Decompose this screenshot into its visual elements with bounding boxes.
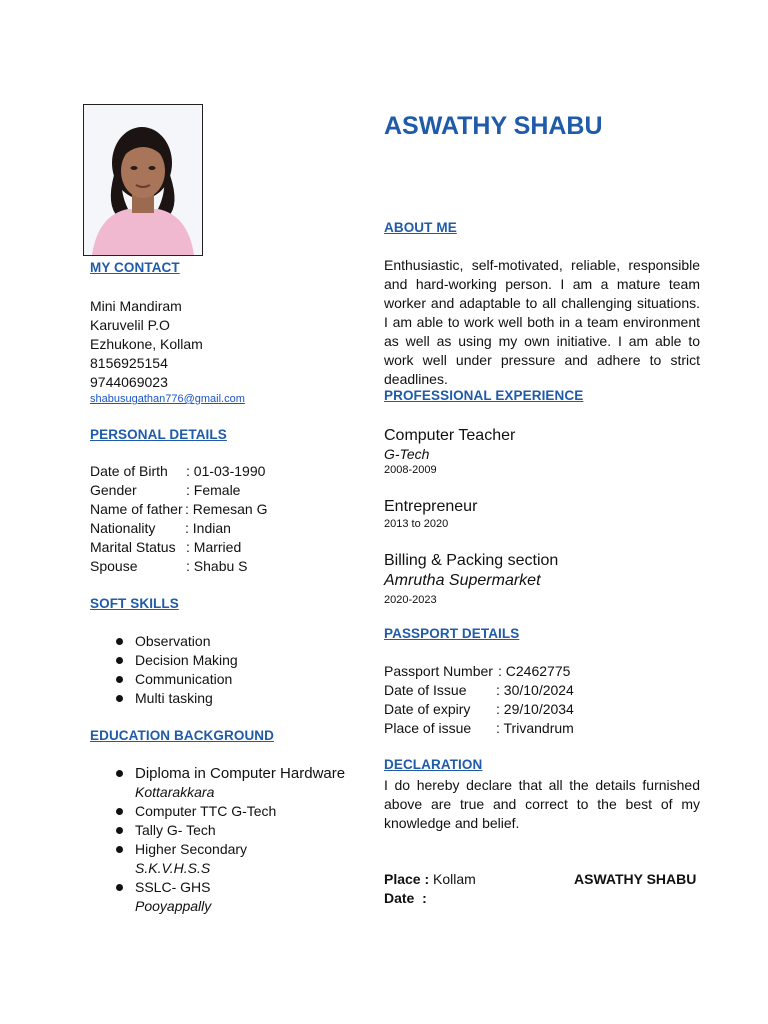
education-list xyxy=(90,764,345,916)
email-link[interactable]: shabusugathan776@gmail.com xyxy=(90,393,245,405)
passport-row xyxy=(384,700,574,719)
list-item xyxy=(90,821,345,840)
passport-table xyxy=(384,662,574,738)
personal-row xyxy=(90,500,267,519)
about-heading: ABOUT ME xyxy=(384,220,457,235)
education-title: Higher Secondary xyxy=(135,841,248,857)
list-item xyxy=(90,651,238,670)
education-heading: EDUCATION BACKGROUND xyxy=(90,728,274,743)
education-title: Tally G- Tech xyxy=(135,822,216,838)
row-label: Date of Issue xyxy=(384,682,467,698)
personal-row xyxy=(90,557,267,576)
skill-label: Communication xyxy=(135,671,233,687)
soft-skills-list xyxy=(90,632,238,708)
personal-row xyxy=(90,519,267,538)
bullet-icon xyxy=(116,827,123,834)
skill-label: Decision Making xyxy=(135,652,238,668)
job-title: Entrepreneur xyxy=(384,498,478,515)
row-value: : Married xyxy=(186,539,242,555)
experience-heading: PROFESSIONAL EXPERIENCE xyxy=(384,388,584,403)
declaration-heading: DECLARATION xyxy=(384,757,483,772)
job-title: Billing & Packing section xyxy=(384,552,559,569)
row-label: Place of issue xyxy=(384,720,472,736)
row-value: : Trivandrum xyxy=(496,720,574,736)
job-entry xyxy=(384,497,477,532)
row-label: Date of Birth xyxy=(90,463,168,479)
contact-heading: MY CONTACT xyxy=(90,260,180,275)
personal-row xyxy=(90,538,267,557)
passport-row xyxy=(384,719,574,738)
bullet-icon xyxy=(116,657,123,664)
bullet-icon xyxy=(116,808,123,815)
job-years: 2008-2009 xyxy=(384,464,437,476)
personal-row xyxy=(90,462,267,481)
personal-details-heading: PERSONAL DETAILS xyxy=(90,427,227,442)
list-item xyxy=(90,670,238,689)
declaration-text: I do hereby declare that all the details furnished above are true and correct to the best of my knowledge and belief. xyxy=(384,777,700,831)
row-label: Date of expiry xyxy=(384,701,471,717)
list-item xyxy=(90,764,345,802)
row-label: Nationality xyxy=(90,520,156,536)
bullet-icon xyxy=(116,884,123,891)
passport-row xyxy=(384,681,574,700)
education-title: Diploma in Computer Hardware xyxy=(135,765,346,782)
row-label: Name of father xyxy=(90,501,183,517)
passport-row xyxy=(384,662,574,681)
job-years: 2013 to 2020 xyxy=(384,518,449,530)
job-years: 2020-2023 xyxy=(384,594,437,606)
phone-number: 9744069023 xyxy=(90,374,168,390)
place-line xyxy=(384,870,476,889)
job-company: G-Tech xyxy=(384,446,430,462)
job-entry xyxy=(384,426,515,478)
soft-skills-heading: SOFT SKILLS xyxy=(90,596,179,611)
education-institution: Pooyappally xyxy=(135,898,212,914)
row-value: : 30/10/2024 xyxy=(496,682,574,698)
education-institution: S.K.V.H.S.S xyxy=(135,860,211,876)
personal-details-table xyxy=(90,462,267,576)
bullet-icon xyxy=(116,695,123,702)
bullet-icon xyxy=(116,638,123,645)
education-institution: Kottarakkara xyxy=(135,784,215,800)
list-item xyxy=(90,878,345,916)
row-label: Gender xyxy=(90,482,137,498)
about-text: Enthusiastic, self-motivated, reliable, responsible and hard-working person. I am a mature team worker and adaptable to all challenging situations. I am able to work well both in a team environment as well as using my own initiative. I am able to work well under pressure and adhere to strict deadlines. xyxy=(384,257,700,387)
bullet-icon xyxy=(116,846,123,853)
education-title: SSLC- GHS xyxy=(135,879,211,895)
address-line: Ezhukone, Kollam xyxy=(90,336,203,352)
address-line: Mini Mandiram xyxy=(90,298,182,314)
job-title: Computer Teacher xyxy=(384,427,516,444)
row-value: : Remesan G xyxy=(185,501,268,517)
job-company: Amrutha Supermarket xyxy=(384,572,541,589)
bullet-icon xyxy=(116,770,123,777)
place-value: Kollam xyxy=(433,871,476,887)
list-item xyxy=(90,689,238,708)
signature-name: ASWATHY SHABU xyxy=(574,871,697,887)
education-title: Computer TTC G-Tech xyxy=(135,803,277,819)
bullet-icon xyxy=(116,676,123,683)
passport-heading: PASSPORT DETAILS xyxy=(384,626,520,641)
skill-label: Observation xyxy=(135,633,211,649)
place-label: Place : xyxy=(384,871,430,887)
row-value: : Indian xyxy=(185,520,231,536)
list-item xyxy=(90,840,345,878)
date-label: Date : xyxy=(384,890,427,906)
row-value: : 29/10/2034 xyxy=(496,701,574,717)
job-entry xyxy=(384,551,558,608)
row-label: Marital Status xyxy=(90,539,176,555)
skill-label: Multi tasking xyxy=(135,690,213,706)
profile-photo xyxy=(83,104,203,256)
person-portrait-icon xyxy=(84,105,202,255)
row-value: : 01-03-1990 xyxy=(186,463,266,479)
list-item xyxy=(90,802,345,821)
address-line: Karuvelil P.O xyxy=(90,317,170,333)
row-value: : C2462775 xyxy=(498,663,571,679)
row-label: Passport Number xyxy=(384,663,493,679)
list-item xyxy=(90,632,238,651)
phone-number: 8156925154 xyxy=(90,355,168,371)
personal-row xyxy=(90,481,267,500)
candidate-name: ASWATHY SHABU xyxy=(384,112,603,140)
contact-block xyxy=(90,297,245,407)
row-value: : Shabu S xyxy=(186,558,248,574)
row-value: : Female xyxy=(186,482,241,498)
row-label: Spouse xyxy=(90,558,138,574)
